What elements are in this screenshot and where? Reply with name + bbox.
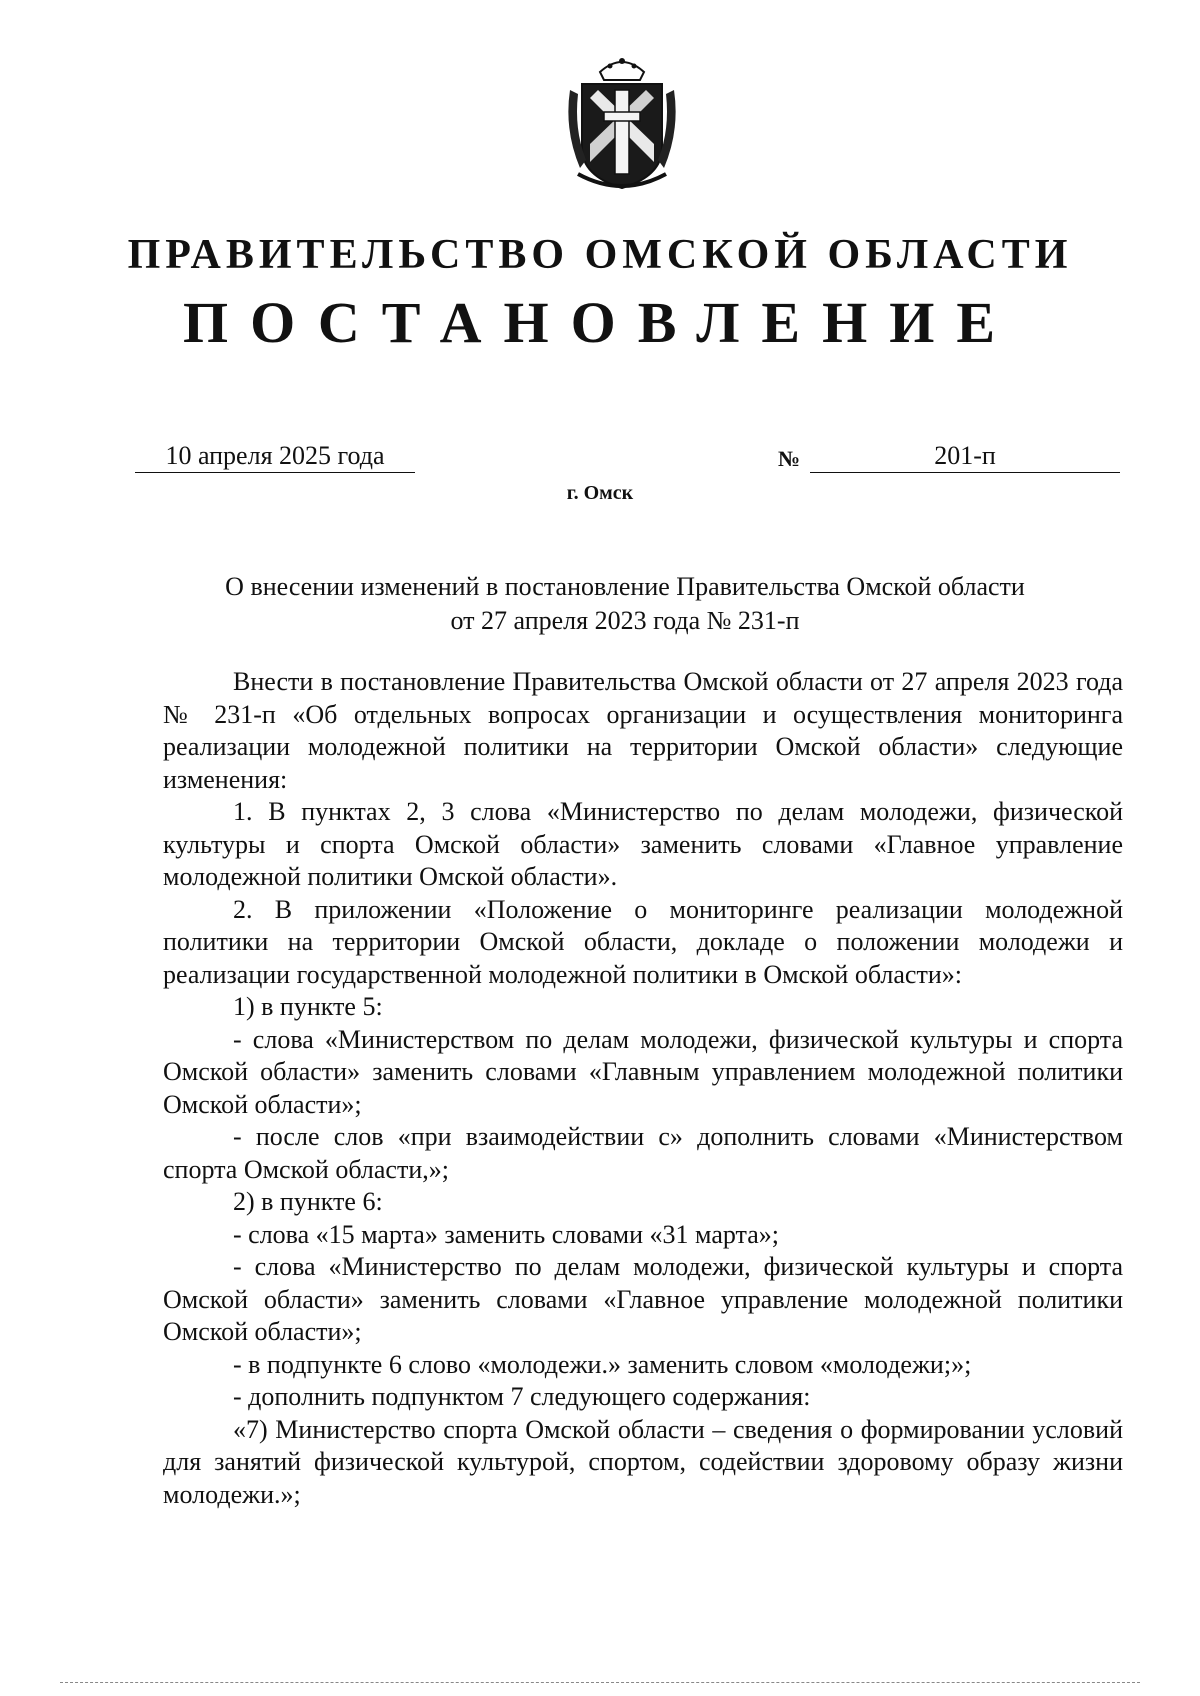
paragraph: «7) Министерство спорта Омской области – сведения о формировании условий для занятий физической культурой, спортом, содействии здоровому образу жизни молодежи.»; <box>163 1414 1123 1509</box>
document-title <box>160 570 1090 638</box>
paragraph: - слова «15 марта» заменить словами «31 марта»; <box>233 1219 779 1249</box>
omsk-coat-of-arms-emblem <box>560 50 684 192</box>
paragraph: - после слов «при взаимодействии с» дополнить словами «Министерством спорта Омской области,»; <box>163 1122 1123 1184</box>
paragraph: 1. В пунктах 2, 3 слова «Министерство по делам молодежи, физической культуры и спорта Омской области» заменить словами «Главное управление молодежной политики Омской области». <box>163 797 1123 891</box>
paragraph: 2) в пункте 6: <box>233 1187 383 1216</box>
paragraph: - слова «Министерством по делам молодежи, физической культуры и спорта Омской области» заменить словами «Главным управлением молодежной политики Омской области»; <box>163 1024 1123 1119</box>
document-type-heading: ПОСТАНОВЛЕНИЕ <box>182 290 1018 355</box>
paragraph: 2. В приложении «Положение о мониторинге реализации молодежной политики на территории Омской области, докладе о положении молодежи и реализации государственной молодежной политики в Омской области»: <box>163 894 1123 989</box>
document-date: 10 апреля 2025 года <box>135 440 415 473</box>
title-line-2: от 27 апреля 2023 года № 231-п <box>450 606 800 635</box>
title-line-1: О внесении изменений в постановление Правительства Омской области <box>225 572 1025 601</box>
paragraph: - в подпункте 6 слово «молодежи.» заменить словом «молодежи;»; <box>233 1349 972 1379</box>
paragraph: - дополнить подпунктом 7 следующего содержания: <box>233 1382 811 1411</box>
document-body <box>163 666 1123 1511</box>
government-heading: ПРАВИТЕЛЬСТВО ОМСКОЙ ОБЛАСТИ <box>127 232 1073 278</box>
paragraph: - слова «Министерство по делам молодежи, физической культуры и спорта Омской области» заменить словами «Главное управление молодежной политики Омской области»; <box>163 1252 1123 1346</box>
footer-divider <box>60 1682 1140 1683</box>
paragraph: Внести в постановление Правительства Омской области от 27 апреля 2023 года № 231-п «Об отдельных вопросах организации и осуществления мониторинга реализации молодежной политики на территории Омской области» следующие изменения: <box>163 667 1123 794</box>
document-number: 201-п <box>810 440 1120 473</box>
number-sign: № <box>778 446 801 471</box>
paragraph: 1) в пункте 5: <box>233 992 383 1021</box>
document-city: г. Омск <box>566 482 634 504</box>
